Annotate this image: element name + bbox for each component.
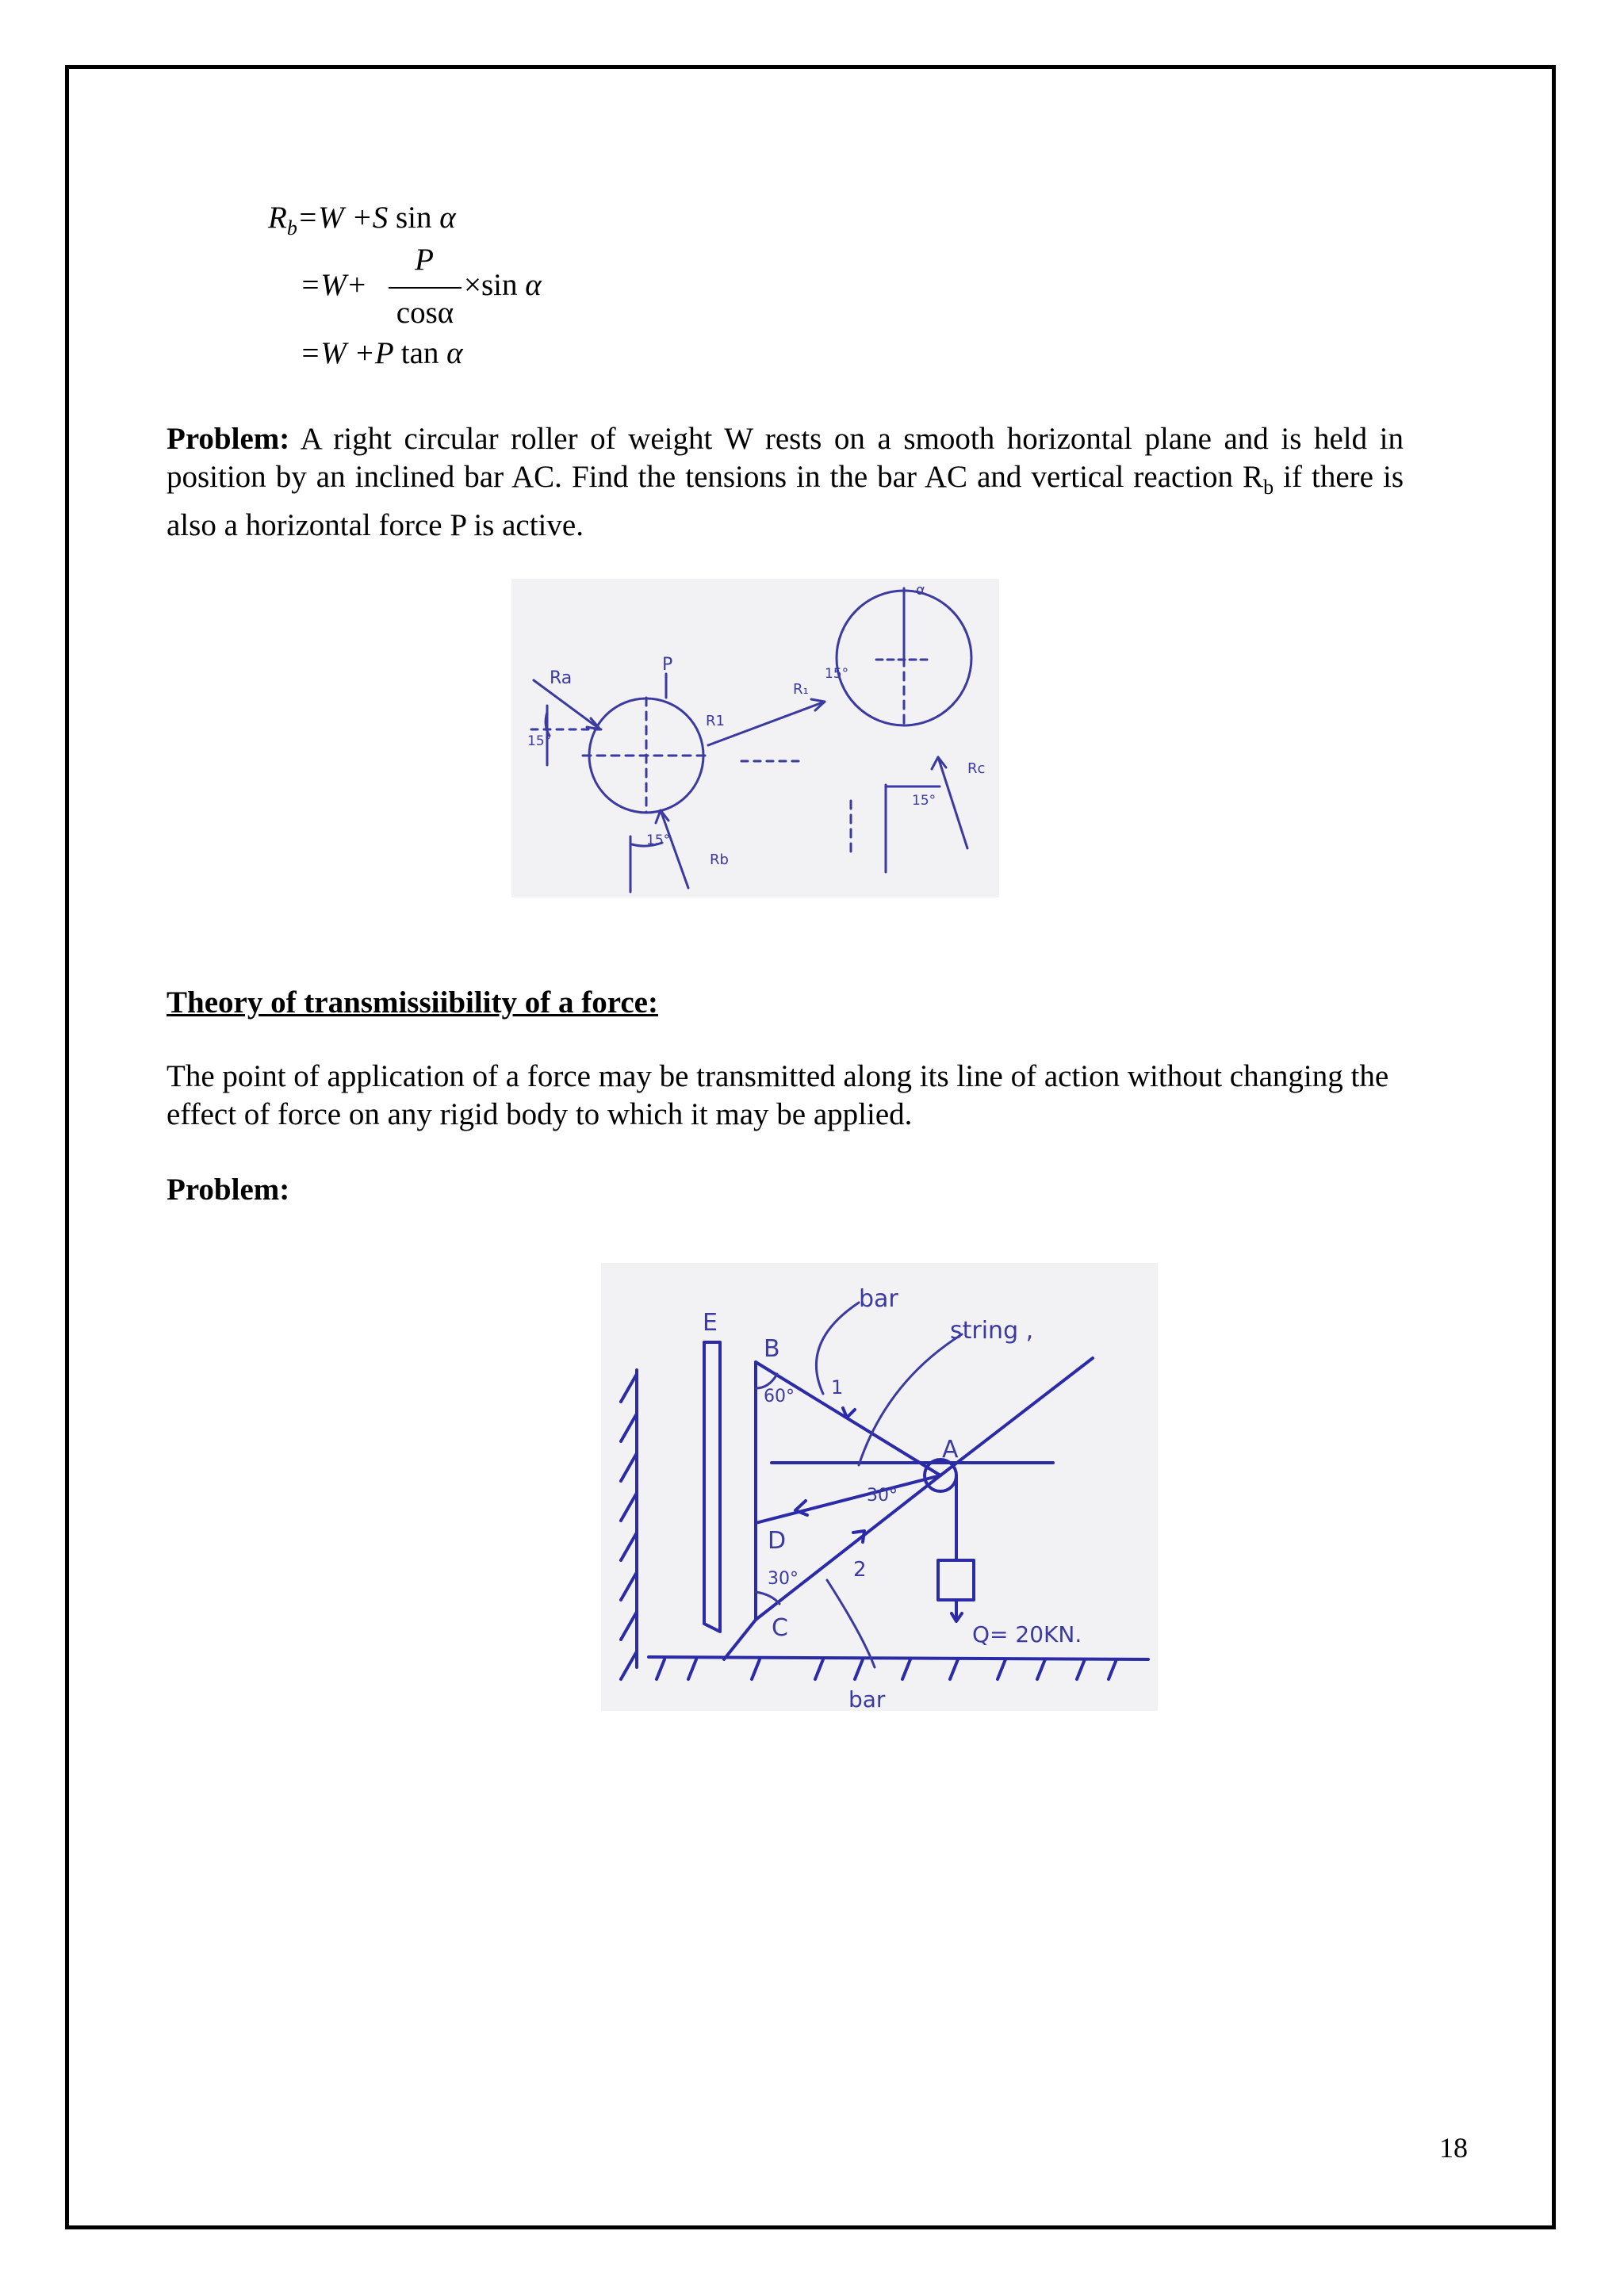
label-ra: Ra <box>550 668 573 688</box>
rb-force-arrow <box>661 810 688 888</box>
rc-force-arrow <box>938 757 967 848</box>
fraction-bar <box>389 287 462 289</box>
equation-line-1: $R_b=W +S$ sin α <box>268 201 456 239</box>
problem-1-label: Problem: <box>167 422 290 456</box>
label-e: E <box>703 1309 718 1337</box>
figure-bar-string-weight <box>601 1263 1158 1711</box>
label-alpha: α <box>916 582 925 599</box>
label-load-q: Q= 20KN. <box>972 1621 1082 1647</box>
label-angle-15-bottom: 15° <box>646 832 671 848</box>
problem-2-paragraph <box>167 1171 1404 1209</box>
label-bar-1: 1 <box>831 1376 844 1399</box>
fraction-numerator: P <box>415 243 434 277</box>
roller-diagram-sketch <box>511 579 999 897</box>
equation-line-3: =W +P tan α <box>300 336 463 370</box>
label-b: B <box>764 1335 780 1363</box>
figure-roller-free-body-diagram <box>511 579 999 897</box>
label-angle-15-right-bottom: 15° <box>912 793 936 809</box>
fraction-denominator: cosα <box>396 296 454 330</box>
bar-1-ba <box>756 1362 940 1475</box>
label-bar-2: 2 <box>853 1558 867 1582</box>
bar-string-sketch <box>601 1263 1158 1711</box>
label-r1-right: R₁ <box>793 681 809 698</box>
label-d: D <box>768 1527 787 1555</box>
label-rc: Rc <box>967 760 986 777</box>
weight-block <box>938 1560 974 1600</box>
label-bar-bottom: bar <box>848 1686 886 1711</box>
page-number: 18 <box>1439 2132 1468 2164</box>
label-r1-left: R1 <box>706 713 725 729</box>
string-da <box>756 1475 940 1523</box>
label-angle-30-a: 30° <box>867 1486 898 1506</box>
section-heading-transmissibility: Theory of transmissiibility of a force: <box>167 985 658 1020</box>
bar-bottom-annotation-leader <box>827 1580 875 1667</box>
label-string: string , <box>950 1317 1034 1345</box>
label-angle-15-left: 15° <box>527 733 552 749</box>
label-bar-top: bar <box>859 1285 898 1313</box>
label-angle-15-right-top: 15° <box>825 666 849 682</box>
label-angle-60: 60° <box>764 1387 795 1406</box>
label-angle-30-c: 30° <box>768 1569 799 1589</box>
problem-1-paragraph: Problem: A right circular roller of weight W rests on a smooth horizontal plane and is held in position by an inclined bar AC. Find the tensions in the bar AC and vertical reaction $R_b$ if there is also a horizontal force P is active. <box>167 422 1404 542</box>
label-p: P <box>662 655 673 675</box>
problem-2-label: Problem: <box>167 1173 290 1207</box>
r1-force-arrow <box>708 702 825 745</box>
post-e <box>704 1342 720 1632</box>
equation-line-2-suffix: ×sin α <box>464 268 542 302</box>
label-a: A <box>942 1436 959 1464</box>
label-c: C <box>772 1614 788 1642</box>
transmissibility-paragraph: The point of application of a force may be transmitted along its line of action without changing the effect of force on any rigid body to which it may be applied. <box>167 1059 1389 1131</box>
page-border <box>65 65 1556 2229</box>
label-rb: Rb <box>710 851 729 868</box>
equation-line-2-prefix: =W+ <box>300 268 368 302</box>
